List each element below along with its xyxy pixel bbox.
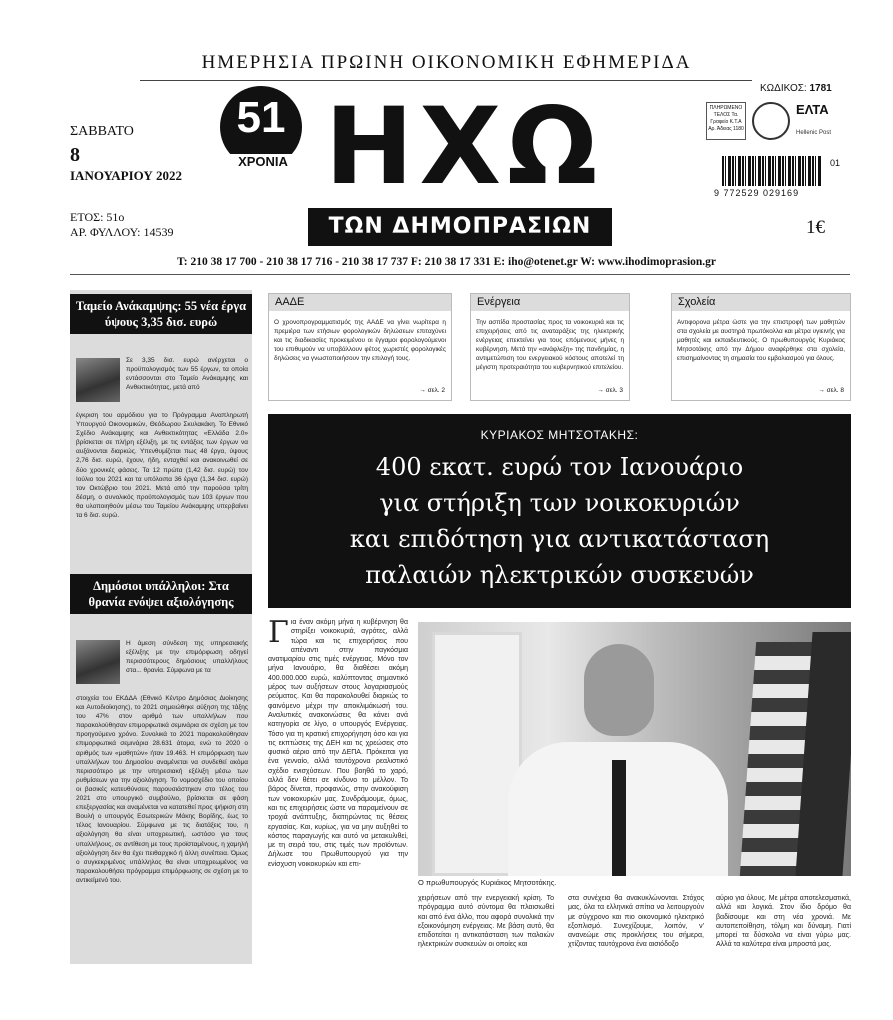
photo-tie xyxy=(612,760,626,876)
headline-line-3: και επιδότηση για αντικατάσταση xyxy=(349,525,770,553)
sidebar-story2-body: στοιχεία του ΕΚΔΔΑ (Εθνικό Κέντρο Δημόσιας Διοίκησης και Αυτοδιοίκησης), το 2021 σημειώθηκε αύξηση της τάξης του 47% στον αριθμό των υπαλλήλων που παρακολούθησαν επιμορφωτικά σεμινάρια σε σχέση με τον προηγούμενο χρόνο. Συνολικά το 2021 παρακολούθησαν επιμορφωτικά σεμινάρια 28.631 άτομα, ενώ το 2020 ο αριθμός των «μαθητών» ήταν 19.463. Η επιμόρφωση των υπαλλήλων του Δημοσίου αναμένεται να συνδεθεί ακόμα περισσότερο με την υπηρεσιακή εξέλιξη μέσω των ρυθμίσεων για την αξιολόγηση. Το νομοσχέδιο του οποίου οι βασικές κατευθύνσεις παρουσιάστηκαν στο τέλος του 2021 στο υπουργικό συμβούλιο, βρίσκεται σε φάση επεξεργασίας και αναμένεται να κατατεθεί προς ψήφιση στη Βουλή ο υπουργός Εσωτερικών Μάκης Βορίδης, έως το τέλος Ιανουαρίου. Σύμφωνα με τις διατάξεις του, η αξιολόγηση θα είναι υποχρεωτική, ωστόσο για τους υπαλλήλους, σε αντίθεση με τους προϊσταμένους, η χαμηλή αξιολόγηση δεν θα έχει πειθαρχικό ή άλλη συνέπεια. Όμως ο συγκεκριμένος υπάλληλος θα είναι υποχρεωμένος να παρακολουθήσει πρόγραμμα επιμόρφωσης σε σχέση με το αντικείμενό του. xyxy=(76,695,248,884)
box-schools-text: Αντιφορονα μέτρα ώστε για την επιστροφή των μαθητών στα σχολεία με αυστηρά πρωτόκολλα και μέτρα υγιεινής για μαθητές και εκπαιδευτικούς. Ο πρωθυπουργός Κυριάκος Μητσοτάκης από την Δήμου αναφέρθηκε στα σχολεία, επισημαίνοντας τη σημασία του εμβολιασμού για όλους. xyxy=(677,319,845,363)
price: 1€ xyxy=(806,217,825,238)
issue-code: 01 xyxy=(830,158,841,168)
tagline: ΗΜΕΡΗΣΙΑ ΠΡΩΙΝΗ ΟΙΚΟΝΟΜΙΚΗ ΕΦΗΜΕΡΙΔΑ xyxy=(201,52,692,73)
lead-headline-block[interactable] xyxy=(268,414,851,608)
story2-photo xyxy=(76,640,120,684)
sheet-line: ΑΡ. ΦΥΛΛΟΥ: 14539 xyxy=(70,225,174,239)
lead-article-text: ια έναν ακόμη μήνα η κυβέρνηση θα στηρίξει νοικοκυριά, αγρότες, αλλά τώρα και τις επιχειρήσεις που απέναντι στην παγκόσμια ανατιμαρίου στις τιμές ενέργειας. Μόνο τον μήνα Ιανουάριο, θα διαθέσει ακόμη 400.000.000 ευρώ, καλύπτοντας σημαντικό μέρος των αυξήσεων στους λογαριασμούς ρεύματος. Και θα παρακολουθεί διαρκώς το φαινόμενο μέχρι την αποκλιμάκωσή του. Αναλυτικές ανακοινώσεις θα κάνει ανά κατηγορία σε λίγο, ο υπουργός Ενέργειας. Τόσο για τη κρατική επιχορήγηση όσο και για τις εκπτώσεις της ΔΕΗ και τις χρεώσεις στο φυσικό αέριο από την ΔΕΠΑ. Πρόκειται για ένα γενναίο, αλλά ταυτόχρονα ρεαλιστικό σχέδιο ενισχύσεων. Που βοηθά το χαρό, αλλά δεν θέτει σε κίνδυνο το μέλλον. Το βάρος δίνεται, προφανώς, στην ανακούφιση των νοικοκυριών μας. Συνδράμουμε, όμως, και τις επιχειρήσεις ώστε να παραμείνουν σε τροχιά ανάπτυξης, διατηρώντας τις θέσεις εργασίας. Και, κυρίως, για να μην αυξηθεί το κόστος παραγωγής και αυτό να μετακυλιθεί, με τη σειρά του, στις τιμές των προϊόντων. Δήλωσε του Πρωθυπουργού για την ενίσχυση νοικοκυριών και επι- xyxy=(268,619,408,868)
masthead-rule xyxy=(140,80,752,81)
newspaper-title: ΗΧΩ xyxy=(324,85,604,208)
headline-line-2: για στήριξη των νοικοκυριών xyxy=(379,489,740,517)
sidebar-story2-intro: Η άμεση σύνδεση της υπηρεσιακής εξέλιξης με την επιμόρφωση οδηγεί περισσότερους δημόσιους υπαλλήλους στα... θρανία. Σύμφωνα με τα xyxy=(126,640,248,675)
dropcap: Γ xyxy=(268,618,289,650)
anniversary-label: ΧΡΟΝΙΑ xyxy=(228,154,298,169)
box-schools-label: Σχολεία xyxy=(672,294,850,311)
photo-caption: Ο πρωθυπουργός Κυριάκος Μητσοτάκης. xyxy=(418,878,557,887)
postage-badge: ΠΛΗΡΩΜΕΝΟ ΤΕΛΟΣ Τα. Γραφείο Κ.Τ.Α Αρ. Άδειας 1180 xyxy=(706,102,746,140)
story1-photo xyxy=(76,358,120,402)
box-aade-label: ΑΑΔΕ xyxy=(269,294,451,311)
contact-line: T: 210 38 17 700 - 210 38 17 716 - 210 38 17 737 F: 210 38 17 331 E: iho@otenet.gr W: www.ihodimoprasion.gr xyxy=(176,256,717,268)
box-aade[interactable] xyxy=(268,293,452,401)
lead-article-col3: στα συνέχεια θα ανακυκλώνονται. Στόχος μας, όλα τα ελληνικά σπίτια να λειτουργούν με σύγχρονο και πιο οικονομικό ηλεκτρικό εξοπλισμό. Συνεχίζουμε, λοιπόν, ν' ανανεώμε στις προκλήσεις του σήμερα, χτίζοντας ταυτόχρονα ένα αισιόδοξο xyxy=(568,895,704,949)
lead-article-col4: αύριο για όλους. Με μέτρα αποτελεσματικά, αλλά και λογικά. Στον ίδιο δρόμο θα βαδίσουμε και στη νέα χρονιά. Με αυτοπεποίθηση, τόλμη και δύναμη. Γιατί μπορεί τα δύσκολα να είναι γύρω μας. Αλλά τα καλύτερα είναι μπροστά μας. xyxy=(716,895,851,949)
anniversary-number: 51 xyxy=(236,93,286,142)
sidebar-story1-title[interactable]: Ταμείο Ανάκαμψης: 55 νέα έργα ύψους 3,35 δισ. ευρώ xyxy=(70,294,252,334)
contact-rule xyxy=(70,274,850,275)
barcode-icon xyxy=(722,156,822,186)
code-label: ΚΩΔΙΚΟΣ: xyxy=(760,83,807,94)
year-line: ΕΤΟΣ: 51ο xyxy=(70,210,125,224)
sidebar-story1-body: έγκριση του αρμόδιου για το Πρόγραμμα Αναπληρωτή Υπουργού Οικονομικών, Θεόδωρου Σκυλακάκη. Το Εθνικό Σχέδιο Ανάκαμψης και Ανθεκτικότητας «Ελλάδα 2.0» βρίσκεται σε πλήρη εξέλιξη, με τις εντάξεις των έργων να αυξάνονται διαρκώς. Υπενθυμίζεται πως 48 έργα, ύψους 2,76 δισ. ευρώ, έχουν, ήδη, ενταχθεί και ανακοινωθεί σε δύο χρονικές φάσεις. Τα 12 πρώτα (1,42 δισ. ευρώ) τον Ιούλιο του 2021 και τα υπόλοιπα 36 έργα (1,34 δισ. ευρώ) τον Οκτώβριο του 2021. Μετά από την παρούσα τρίτη δέσμη, ο συνολικός προϋπολογισμός των 103 έργων που θα υλοποιηθούν μέσω του Ταμείου Ανάκαμψης υπερβαίνει τα 6 δισ. ευρώ. xyxy=(76,412,248,520)
code-value: 1781 xyxy=(809,83,832,94)
seal-icon xyxy=(752,102,790,140)
photo-figure-head xyxy=(584,644,654,736)
date-day: ΣΑΒΒΑΤΟ xyxy=(70,124,134,139)
box-energy-label: Ενέργεια xyxy=(471,294,629,311)
lead-article-col1 xyxy=(268,618,408,956)
sidebar-story2-title[interactable]: Δημόσιοι υπάλληλοι: Στα θρανία ενόψει αξιολόγησης xyxy=(70,574,252,614)
sidebar-story1-intro: Σε 3,35 δισ. ευρώ ανέρχεται ο προϋπολογισμός των 55 έργων, τα οποία εντάσσονται στο Ταμείο Ανάκαμψης και Ανθεκτικότητας, μετά από xyxy=(126,357,248,392)
box-schools-ref[interactable]: → σελ. 8 xyxy=(818,387,844,394)
lead-article-col2: χειρήσεων από την ενεργειακή κρίση. Το πρόγραμμα αυτό σύντομα θα πλαισιωθεί και από ένα άλλο, που αφορά συνολικά την εξοικονόμηση ενέργειας. Με βάση αυτό, θα επιδοτείται η αντικατάσταση των παλαιών ηλεκτρικών συσκευών οι οποίες και xyxy=(418,895,554,949)
barcode-number: 9 772529 029169 xyxy=(714,188,800,198)
headline-line-4: παλαιών ηλεκτρικών συσκευών xyxy=(365,561,754,589)
elta-logo: ΕΛΤΑ xyxy=(796,102,829,117)
box-aade-text: Ο χρονοπρογραμματισμός της ΑΑΔΕ να γίνει νωρίτερα η πρεμιέρα των ετήσιων φορολογικών δηλώσεων επιταχύνει και τις διαδικασίες προκειμένου οι έγγαμοι φορολογούμενοι του επιθυμούν να υποβάλλουν φέτος χωριστές φορολογικές δηλώσεις να γνωστοποιήσουν την επιλογή τους. xyxy=(274,319,446,363)
date-month: ΙΑΝΟΥΑΡΙΟΥ 2022 xyxy=(70,168,183,183)
newspaper-subtitle: ΤΩΝ ΔΗΜΟΠΡΑΣΙΩΝ xyxy=(308,208,612,246)
box-aade-ref[interactable]: → σελ. 2 xyxy=(419,387,445,394)
box-energy-text: Την ασπίδα προστασίας προς τα νοικοκυριά και τις επιχειρήσεις από τις αναταράξεις της ηλεκτρικής ενέργειας επεκτείνει για τους επόμενους μήνες η κυβέρνηση. Μετά την «ανάφλεξη» της πανδημίας, η αντιμετώπιση του ενεργειακού κόστους αποτελεί τη μέγιστη προτεραιότητα του κυβερνητικού επιτελείου. xyxy=(476,319,624,372)
lead-kicker: ΚΥΡΙΑΚΟΣ ΜΗΤΣΟΤΑΚΗΣ: xyxy=(480,428,639,442)
code-line xyxy=(760,83,832,94)
box-energy-ref[interactable]: → σελ. 3 xyxy=(597,387,623,394)
sidebar xyxy=(70,290,252,964)
box-energy[interactable] xyxy=(470,293,630,401)
date-number: 8 xyxy=(70,144,80,166)
lead-photo xyxy=(418,622,851,876)
elta-sub: Hellenic Post xyxy=(796,130,832,136)
box-schools[interactable] xyxy=(671,293,851,401)
headline-line-1: 400 εκατ. ευρώ τον Ιανουάριο xyxy=(375,453,744,481)
